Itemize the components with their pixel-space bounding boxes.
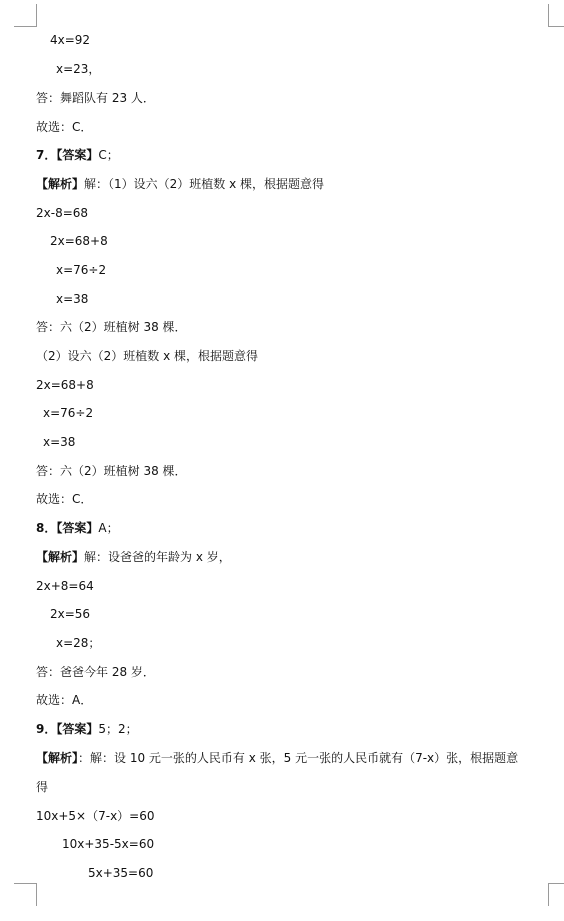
answer-line: 答：六（2）班植树 38 棵．	[36, 464, 187, 478]
answer-line: 答：舞蹈队有 23 人．	[36, 91, 155, 105]
analysis-text: ：解：设 10 元一张的人民币有 x 张，5 元一张的人民币就有（7-x）张，根据题意	[78, 751, 519, 765]
page-corner-mark-bottom-left	[14, 883, 37, 906]
equation-line: x=38	[43, 435, 76, 449]
equation-line: x=38	[56, 292, 89, 306]
choice-line: 故选：C．	[36, 492, 93, 506]
answer-value: C；	[98, 148, 119, 162]
answer-value: 5；2；	[98, 722, 138, 736]
equation-line: x=28；	[56, 636, 101, 650]
equation-line: 2x=68+8	[50, 234, 108, 248]
equation-line: x=23，	[56, 62, 101, 76]
question-8-analysis	[36, 549, 231, 565]
question-8-answer	[36, 520, 119, 536]
analysis-heading: 【解析】	[36, 550, 85, 564]
answer-value: A；	[98, 521, 119, 535]
answer-line: 答：爸爸今年 28 岁．	[36, 665, 155, 679]
choice-line: 故选：A．	[36, 693, 93, 707]
equation-line: 2x-8=68	[36, 206, 89, 220]
analysis-text: 解：（1）设六（2）班植数 x 棵，根据题意得	[84, 177, 325, 191]
equation-line: 4x=92	[50, 33, 91, 47]
question-9-answer	[36, 721, 138, 737]
analysis-text: 解：设爸爸的年龄为 x 岁，	[84, 550, 231, 564]
analysis-text-continued: 得	[36, 780, 49, 794]
question-7-analysis	[36, 176, 324, 192]
page-corner-mark-top-right	[548, 4, 564, 27]
question-9-analysis	[36, 750, 518, 766]
equation-line: 2x=56	[50, 607, 91, 621]
question-7-answer	[36, 147, 119, 163]
equation-line: 10x+35-5x=60	[62, 837, 155, 851]
analysis-text: （2）设六（2）班植数 x 棵，根据题意得	[36, 349, 259, 363]
equation-line: 2x+8=64	[36, 579, 94, 593]
equation-line: 5x+35=60	[88, 866, 154, 880]
answer-heading: 7．【答案】	[36, 148, 99, 162]
answer-heading: 8．【答案】	[36, 521, 99, 535]
analysis-heading: 【解析】	[36, 751, 79, 765]
answer-heading: 9．【答案】	[36, 722, 99, 736]
equation-line: x=76÷2	[56, 263, 107, 277]
analysis-heading: 【解析】	[36, 177, 85, 191]
page-corner-mark-bottom-right	[548, 883, 564, 906]
equation-line: 10x+5×（7-x）=60	[36, 809, 155, 823]
page-corner-mark-top-left	[14, 4, 37, 27]
answer-line: 答：六（2）班植树 38 棵．	[36, 320, 187, 334]
choice-line: 故选：C．	[36, 120, 93, 134]
equation-line: x=76÷2	[43, 406, 94, 420]
equation-line: 2x=68+8	[36, 378, 94, 392]
